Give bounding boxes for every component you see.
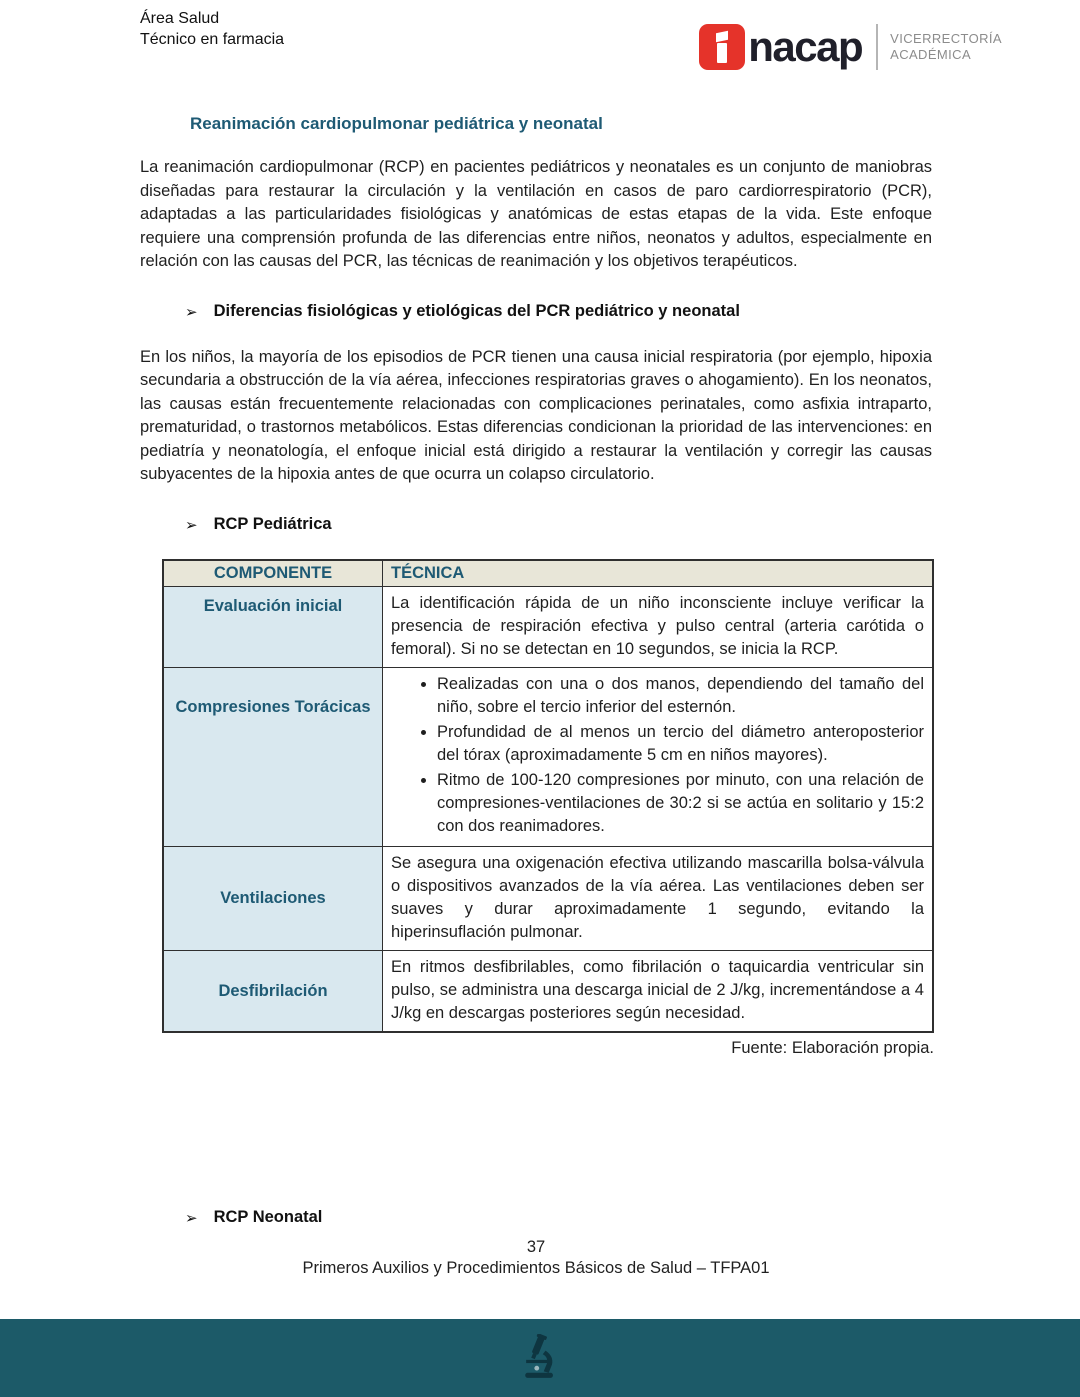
technique-bullet-list — [391, 673, 924, 838]
footer-bar — [0, 1319, 1080, 1397]
table-cell-component: Compresiones Torácicas — [163, 667, 383, 846]
technique-bullet-item: • Profundidad de al menos un tercio del diámetro anteroposterior del tórax (aproximadamente 5 cm en niños mayores). — [437, 721, 924, 767]
inacap-logo-icon — [699, 24, 745, 70]
table-row — [163, 586, 933, 667]
table-row — [163, 846, 933, 950]
document-header — [140, 6, 1002, 90]
inacap-logo — [699, 24, 1002, 70]
table-cell-component: Desfibrilación — [163, 950, 383, 1032]
table-header-row — [163, 560, 933, 587]
table-row — [163, 950, 933, 1032]
table-row — [163, 667, 933, 846]
technique-bullet-item: • Ritmo de 100-120 compresiones por minuto, con una relación de compresiones-ventilaciones de 30:2 si se actúa en solitario y 15:2 con dos reanimadores. — [437, 769, 924, 838]
logo-subtitle — [890, 31, 1002, 63]
table-cell-technique: Se asegura una oxigenación efectiva utilizando mascarilla bolsa-válvula o dispositivos avanzados de la vía aérea. Las ventilaciones deben ser suaves y durar aproximadamente 1 segundo, evitando la hiperinsuflación pulmonar. — [383, 846, 934, 950]
inacap-wordmark: nacap — [748, 23, 863, 70]
arrow-bullet-icon: ➢ — [185, 1209, 198, 1227]
logo-subtitle-line1: VICERRECTORÍA — [890, 31, 1002, 46]
table-cell-technique — [383, 667, 934, 846]
section-heading-rcp-neonatal-label: RCP Neonatal — [213, 1207, 323, 1226]
table-header-componente: COMPONENTE — [163, 560, 383, 587]
table-source-note: Fuente: Elaboración propia. — [731, 1038, 934, 1057]
table-header-tecnica: TÉCNICA — [383, 560, 934, 587]
table-cell-technique: En ritmos desfibrilables, como fibrilación o taquicardia ventricular sin pulso, se administra una descarga inicial de 2 J/kg, incrementándose a 4 J/kg en descargas posteriores según necesidad. — [383, 950, 934, 1032]
footer-course-title: Primeros Auxilios y Procedimientos Básicos de Salud – TFPA01 — [302, 1258, 770, 1277]
section-heading-rcp-pediatrica-label: RCP Pediátrica — [213, 514, 332, 533]
differences-paragraph: En los niños, la mayoría de los episodios de PCR tienen una causa inicial respiratoria (por ejemplo, hipoxia secundaria a obstrucción de la vía aérea, infecciones respiratorias graves o ahogamiento). En los neonatos, las causas están frecuentemente relacionadas con complicaciones perinatales, como asfixia intraparto, prematuridad, o trastornos metabólicos. Estas diferencias condicionan la prioridad de las intervenciones: en pediatría y neonatología, el enfoque inicial está dirigido a restaurar la ventilación y corregir las causas subyacentes de la hipoxia antes de que ocurra un colapso circulatorio. — [140, 347, 932, 483]
rcp-pediatrica-table — [162, 559, 934, 1033]
logo-divider — [876, 24, 878, 70]
section-heading-rcp-neonatal — [185, 1208, 932, 1230]
intro-paragraph: La reanimación cardiopulmonar (RCP) en pacientes pediátricos y neonatales es un conjunto de maniobras diseñadas para restaurar la circulación y la ventilación en casos de paro cardiorrespiratorio (PCR), adaptadas a las particularidades fisiológicas y anatómicas de estas etapas de la vida. Este enfoque requiere una comprensión profunda de las diferencias entre niños, neonatos y adultos, especialmente en relación con las causas del PCR, las técnicas de reanimación y los objetivos terapéuticos. — [140, 158, 932, 270]
logo-subtitle-line2: ACADÉMICA — [890, 47, 972, 62]
table-cell-component: Ventilaciones — [163, 846, 383, 950]
table-cell-technique: La identificación rápida de un niño inconsciente incluye verificar la presencia de respiración efectiva y pulso central (arteria carótida o femoral). Si no se detectan en 10 segundos, se inicia la RCP. — [383, 586, 934, 667]
section-heading-differences-label: Diferencias fisiológicas y etiológicas del PCR pediátrico y neonatal — [213, 301, 740, 320]
section-heading-differences — [185, 302, 932, 324]
page-number: 37 — [526, 1237, 546, 1256]
header-program-label: Técnico en farmacia — [140, 31, 285, 48]
page-title: Reanimación cardiopulmonar pediátrica y neonatal — [190, 114, 603, 133]
header-program-info — [140, 6, 284, 50]
arrow-bullet-icon: ➢ — [185, 516, 198, 534]
table-cell-component: Evaluación inicial — [163, 586, 383, 667]
section-heading-rcp-pediatrica — [185, 515, 932, 537]
microscope-icon — [516, 1334, 564, 1382]
technique-bullet-item: • Realizadas con una o dos manos, dependiendo del tamaño del niño, sobre el tercio inferior del esternón. — [437, 673, 924, 719]
arrow-bullet-icon: ➢ — [185, 303, 198, 321]
header-area-label: Área Salud — [140, 10, 220, 27]
